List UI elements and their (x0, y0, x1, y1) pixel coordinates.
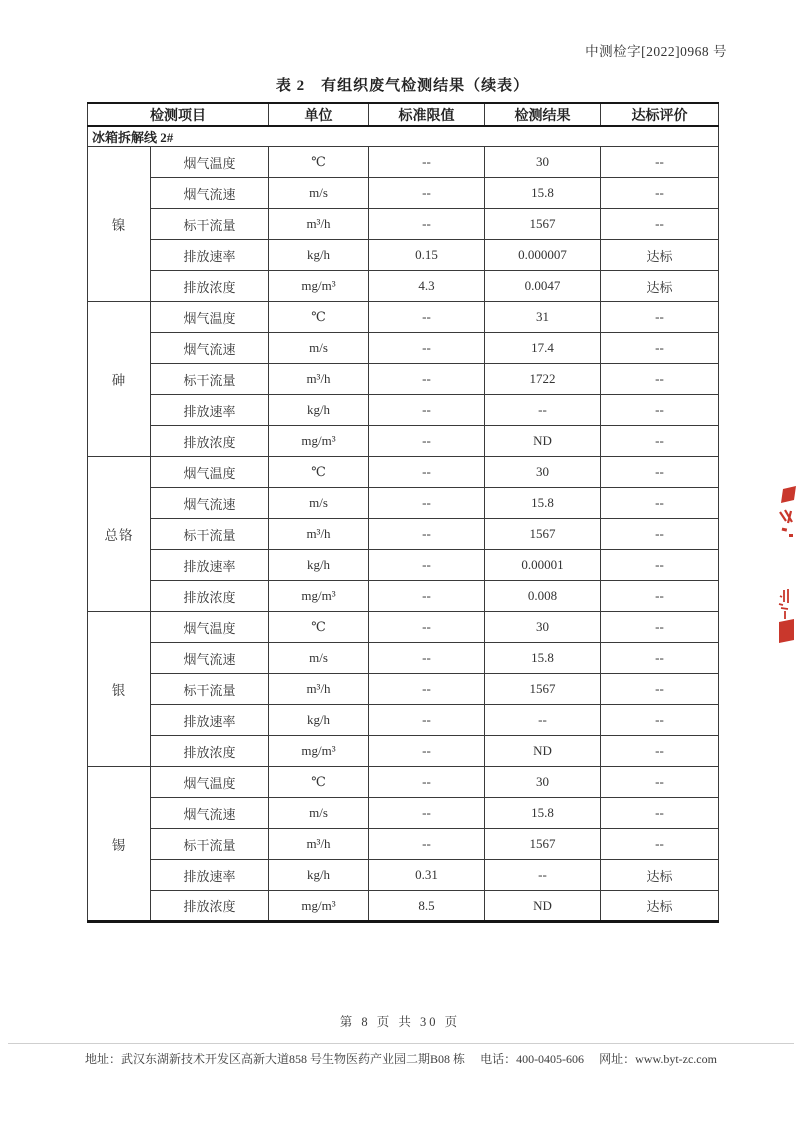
cell-item: 排放速率 (151, 860, 269, 891)
cell-unit: ℃ (269, 612, 369, 643)
table-row (88, 643, 719, 674)
cell-unit: m³/h (269, 519, 369, 550)
cell-item: 标干流量 (151, 829, 269, 860)
cell-result: ND (485, 736, 601, 767)
page-indicator: 第 8 页 共 30 页 (339, 1015, 461, 1029)
cell-limit: -- (369, 705, 485, 736)
cell-item: 烟气温度 (151, 147, 269, 178)
cell-eval: -- (601, 426, 719, 457)
cell-limit: -- (369, 798, 485, 829)
cell-eval: -- (601, 798, 719, 829)
cell-limit: -- (369, 147, 485, 178)
cell-item: 烟气温度 (151, 612, 269, 643)
cell-item: 排放浓度 (151, 581, 269, 612)
footer-website: 网址：www.byt-zc.com (599, 1052, 717, 1066)
cell-limit: -- (369, 767, 485, 798)
cell-item: 烟气温度 (151, 767, 269, 798)
cell-eval: -- (601, 550, 719, 581)
cell-eval: -- (601, 736, 719, 767)
cell-eval: -- (601, 519, 719, 550)
cell-item: 烟气流速 (151, 643, 269, 674)
cell-limit: -- (369, 178, 485, 209)
table-row (88, 457, 719, 488)
cell-result: 1722 (485, 364, 601, 395)
cell-result: 15.8 (485, 643, 601, 674)
group-label: 总铬 (88, 457, 151, 612)
cell-eval: -- (601, 457, 719, 488)
table-row (88, 612, 719, 643)
cell-limit: -- (369, 457, 485, 488)
table-row (88, 581, 719, 612)
table-row (88, 333, 719, 364)
cell-unit: m/s (269, 178, 369, 209)
cell-unit: mg/m³ (269, 891, 369, 922)
cell-limit: -- (369, 612, 485, 643)
cell-item: 烟气温度 (151, 302, 269, 333)
cell-result: 15.8 (485, 798, 601, 829)
cell-limit: -- (369, 550, 485, 581)
footer-phone: 电话：400-0405-606 (480, 1052, 585, 1066)
cell-unit: m³/h (269, 829, 369, 860)
cell-item: 标干流量 (151, 209, 269, 240)
cell-result: 1567 (485, 209, 601, 240)
cell-unit: m/s (269, 488, 369, 519)
cell-limit: -- (369, 426, 485, 457)
cell-item: 标干流量 (151, 364, 269, 395)
cell-item: 排放浓度 (151, 891, 269, 922)
cell-eval: -- (601, 581, 719, 612)
cell-item: 排放速率 (151, 705, 269, 736)
cell-result: 0.008 (485, 581, 601, 612)
cell-result: 30 (485, 612, 601, 643)
table-header-row (88, 103, 719, 126)
cell-result: 0.0047 (485, 271, 601, 302)
cell-limit: -- (369, 736, 485, 767)
cell-limit: 4.3 (369, 271, 485, 302)
cell-limit: -- (369, 302, 485, 333)
cell-eval: -- (601, 147, 719, 178)
page-footer (85, 1050, 717, 1067)
group-label: 镍 (88, 147, 151, 302)
table-row (88, 519, 719, 550)
header-unit: 单位 (269, 103, 369, 126)
cell-item: 排放速率 (151, 240, 269, 271)
cell-eval: -- (601, 612, 719, 643)
cell-result: ND (485, 426, 601, 457)
table-row (88, 147, 719, 178)
cell-result: 1567 (485, 519, 601, 550)
table-row (88, 798, 719, 829)
table-row (88, 364, 719, 395)
cell-eval: -- (601, 674, 719, 705)
cell-result: 17.4 (485, 333, 601, 364)
cell-eval: -- (601, 395, 719, 426)
cell-result: -- (485, 705, 601, 736)
table-row (88, 426, 719, 457)
cell-limit: -- (369, 395, 485, 426)
cell-limit: 8.5 (369, 891, 485, 922)
cell-result: 30 (485, 767, 601, 798)
cell-item: 烟气流速 (151, 178, 269, 209)
table-row (88, 860, 719, 891)
table-title: 表 2 有组织废气检测结果（续表） (275, 78, 530, 94)
cell-item: 排放浓度 (151, 271, 269, 302)
cell-eval: 达标 (601, 271, 719, 302)
cell-unit: kg/h (269, 705, 369, 736)
cell-limit: -- (369, 643, 485, 674)
cell-unit: mg/m³ (269, 271, 369, 302)
cell-eval: -- (601, 333, 719, 364)
cell-limit: -- (369, 829, 485, 860)
table-row (88, 891, 719, 922)
cell-unit: m/s (269, 333, 369, 364)
cell-item: 烟气流速 (151, 488, 269, 519)
group-label: 锡 (88, 767, 151, 922)
cell-item: 排放浓度 (151, 736, 269, 767)
cell-unit: ℃ (269, 147, 369, 178)
group-label: 银 (88, 612, 151, 767)
cell-item: 烟气温度 (151, 457, 269, 488)
cell-eval: -- (601, 767, 719, 798)
cell-unit: kg/h (269, 860, 369, 891)
cell-eval: 达标 (601, 240, 719, 271)
footer-address: 地址：武汉东湖新技术开发区高新大道858 号生物医药产业园二期B08 栋 (85, 1052, 466, 1066)
cell-item: 标干流量 (151, 674, 269, 705)
table-row (88, 767, 719, 798)
table-row (88, 550, 719, 581)
cell-unit: ℃ (269, 767, 369, 798)
cell-limit: 0.15 (369, 240, 485, 271)
cell-limit: -- (369, 364, 485, 395)
results-table-section (87, 74, 718, 923)
cell-eval: -- (601, 178, 719, 209)
cell-item: 标干流量 (151, 519, 269, 550)
cell-item: 排放浓度 (151, 426, 269, 457)
cell-result: 0.000007 (485, 240, 601, 271)
cell-eval: -- (601, 829, 719, 860)
header-compliance: 达标评价 (601, 103, 719, 126)
table-row (88, 829, 719, 860)
cell-result: 15.8 (485, 178, 601, 209)
header-test-item: 检测项目 (88, 103, 269, 126)
cell-result: 30 (485, 147, 601, 178)
cell-result: 30 (485, 457, 601, 488)
header-test-result: 检测结果 (485, 103, 601, 126)
stamp-fragment-upper (773, 485, 799, 547)
cell-item: 烟气流速 (151, 798, 269, 829)
cell-limit: -- (369, 519, 485, 550)
cell-limit: -- (369, 488, 485, 519)
cell-limit: -- (369, 581, 485, 612)
cell-unit: kg/h (269, 395, 369, 426)
table-row (88, 705, 719, 736)
cell-unit: mg/m³ (269, 426, 369, 457)
cell-eval: -- (601, 302, 719, 333)
footer-divider (8, 1043, 794, 1044)
cell-eval: -- (601, 364, 719, 395)
cell-unit: m³/h (269, 209, 369, 240)
cell-result: 1567 (485, 674, 601, 705)
cell-unit: m/s (269, 643, 369, 674)
section-label: 冰箱拆解线 2# (88, 126, 719, 147)
cell-unit: kg/h (269, 240, 369, 271)
cell-limit: -- (369, 333, 485, 364)
cell-result: 15.8 (485, 488, 601, 519)
cell-unit: m/s (269, 798, 369, 829)
cell-eval: -- (601, 705, 719, 736)
table-row (88, 302, 719, 333)
table-row (88, 395, 719, 426)
cell-item: 排放速率 (151, 395, 269, 426)
cell-unit: m³/h (269, 364, 369, 395)
cell-item: 烟气流速 (151, 333, 269, 364)
cell-eval: 达标 (601, 860, 719, 891)
cell-unit: mg/m³ (269, 736, 369, 767)
doc-number: 中测检字[2022]0968 号 (585, 44, 727, 59)
table-row (88, 178, 719, 209)
cell-result: 1567 (485, 829, 601, 860)
group-label: 砷 (88, 302, 151, 457)
cell-eval: -- (601, 643, 719, 674)
cell-result: ND (485, 891, 601, 922)
results-table (87, 102, 719, 923)
cell-limit: -- (369, 674, 485, 705)
cell-item: 排放速率 (151, 550, 269, 581)
table-row (88, 488, 719, 519)
cell-unit: mg/m³ (269, 581, 369, 612)
cell-unit: ℃ (269, 457, 369, 488)
cell-limit: -- (369, 209, 485, 240)
cell-result: -- (485, 395, 601, 426)
cell-eval: 达标 (601, 891, 719, 922)
cell-result: -- (485, 860, 601, 891)
cell-eval: -- (601, 488, 719, 519)
cell-eval: -- (601, 209, 719, 240)
cell-unit: m³/h (269, 674, 369, 705)
cell-limit: 0.31 (369, 860, 485, 891)
table-body (88, 126, 719, 922)
cell-unit: ℃ (269, 302, 369, 333)
table-row (88, 209, 719, 240)
stamp-fragment-lower (771, 584, 797, 646)
section-row (88, 126, 719, 147)
table-row (88, 240, 719, 271)
cell-result: 31 (485, 302, 601, 333)
table-row (88, 271, 719, 302)
table-row (88, 674, 719, 705)
cell-unit: kg/h (269, 550, 369, 581)
header-standard-limit: 标准限值 (369, 103, 485, 126)
table-row (88, 736, 719, 767)
cell-result: 0.00001 (485, 550, 601, 581)
